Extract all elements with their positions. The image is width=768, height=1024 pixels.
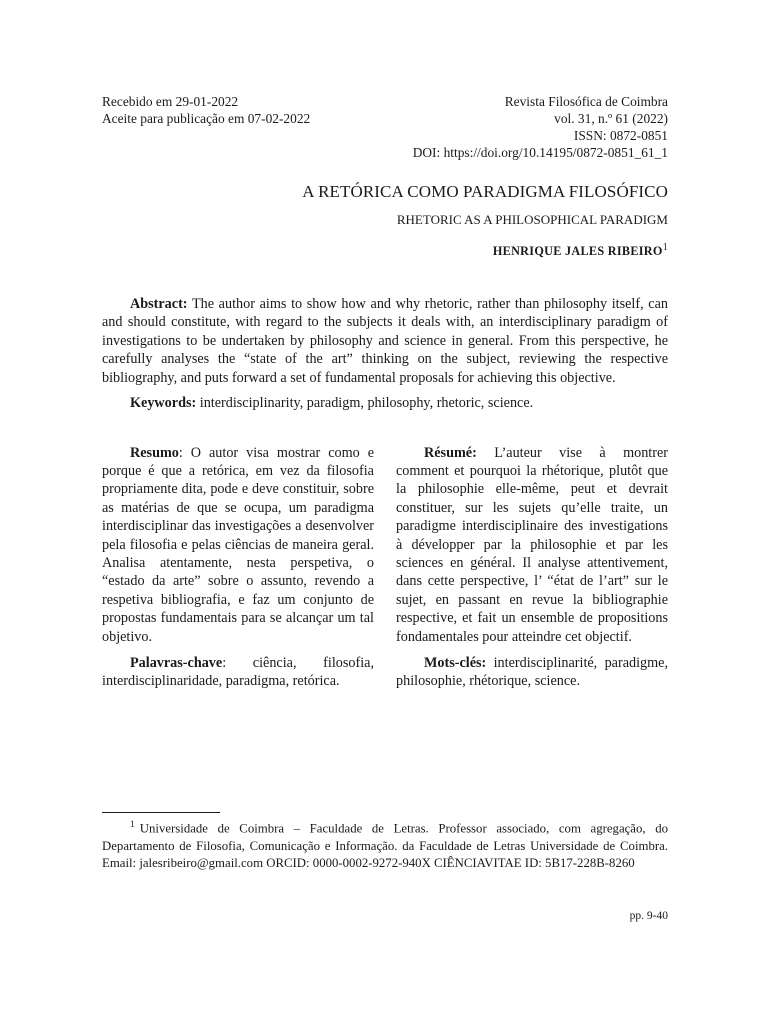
keywords-label: Keywords: [130, 395, 197, 412]
resume-text: L’auteur vise à montrer comment et pourquoi la rhétorique, plutôt que la philosophie elle-même, peut et devrait constituer, sur les sujets qu’elle traite, un paradigme interdisciplinaire des investigations à développer par la philosophie et par les sciences en général. Il analyse attentivement, dans cette perspective, l’ “état de l’art” sur le sujet, en passant en revue la bibliographie respective, et fait un ensemble de propositions fondamentales pour atteindre cet objectif. [396, 444, 668, 645]
author-line [102, 242, 668, 259]
article-subtitle: RHETORIC AS A PHILOSOPHICAL PARADIGM [396, 212, 668, 227]
resume-label: Résumé: [424, 444, 477, 461]
abstract-label: Abstract: [130, 296, 188, 313]
palavras-chave-text: : ciência, filosofia, interdisciplinaridade, paradigma, retórica. [102, 654, 374, 690]
keywords [102, 394, 668, 412]
received-date: Recebido em 29-01-2022 [102, 94, 239, 109]
french-column [396, 444, 668, 691]
abstract-text: The author aims to show how and why rhetoric, rather than philosophy itself, can and should constitute, with regard to the subjects it deals with, an interdisciplinary paradigm of investigations to be undertaken by philosophy and science in general. From this perspective, he carefully analyses the “state of the art” thinking on the subject, reviewing the respective bibliography, and puts forward a set of fundamental proposals for achieving this objective. [102, 296, 668, 386]
article-title: A RETÓRICA COMO PARADIGMA FILOSÓFICO [302, 182, 668, 201]
page-range: pp. 9-40 [629, 910, 668, 922]
resumo [102, 444, 374, 646]
author-name: HENRIQUE JALES RIBEIRO [492, 244, 663, 259]
palavras-chave-label: Palavras-chave [130, 654, 223, 671]
journal-issn: ISSN: 0872-0851 [573, 128, 668, 143]
palavras-chave [102, 654, 374, 691]
abstract [102, 295, 668, 387]
footnote-divider [102, 812, 220, 813]
article-doi[interactable]: DOI: https://doi.org/10.14195/0872-0851_61_1 [412, 145, 668, 160]
submission-dates [102, 93, 310, 161]
resumo-text: : O autor visa mostrar como e porque é que a retórica, em vez da filosofia propriamente dita, pode e deve constituir, sobre as matérias de que se ocupa, um paradigma interdisciplinar das investigações a desenvolver pela filosofia e pelas ciências de maneira geral. Analisa atentamente, nesta perspetiva, o “estado da arte” sobre o assunto, revendo a respetiva bibliografia, e faz um conjunto de propostas fundamentais para se alcançar um tal objetivo. [102, 444, 374, 645]
summary-columns [102, 444, 668, 691]
mots-cles [396, 654, 668, 691]
article-page [102, 93, 668, 691]
footnote-text: Universidade de Coimbra – Faculdade de Letras. Professor associado, com agregação, do Departamento de Filosofia, Comunicação e Informação. da Faculdade de Letras Universidade de Coimbra. Email: jalesribeiro@gmail.com ORCID: 0000-0002-9272-940X CIÊNCIAVITAE ID: 5B17-228B-8260 [102, 821, 668, 871]
accepted-date: Aceite para publicação em 07-02-2022 [102, 111, 311, 126]
keywords-text: interdisciplinarity, paradigm, philosophy, rhetoric, science. [199, 395, 534, 412]
resumo-label: Resumo [130, 444, 179, 461]
resume [396, 444, 668, 646]
mots-cles-text: interdisciplinarité, paradigme, philosophie, rhétorique, science. [396, 654, 668, 690]
journal-info [413, 93, 668, 161]
footnote-mark: 1 [130, 820, 135, 830]
author-footnote-mark[interactable]: 1 [662, 242, 668, 253]
journal-name: Revista Filosófica de Coimbra [504, 94, 668, 109]
portuguese-column [102, 444, 374, 691]
footnote [102, 817, 668, 873]
article-header [102, 93, 668, 161]
mots-cles-label: Mots-clés: [424, 654, 487, 671]
journal-volume: vol. 31, n.º 61 (2022) [554, 111, 668, 126]
